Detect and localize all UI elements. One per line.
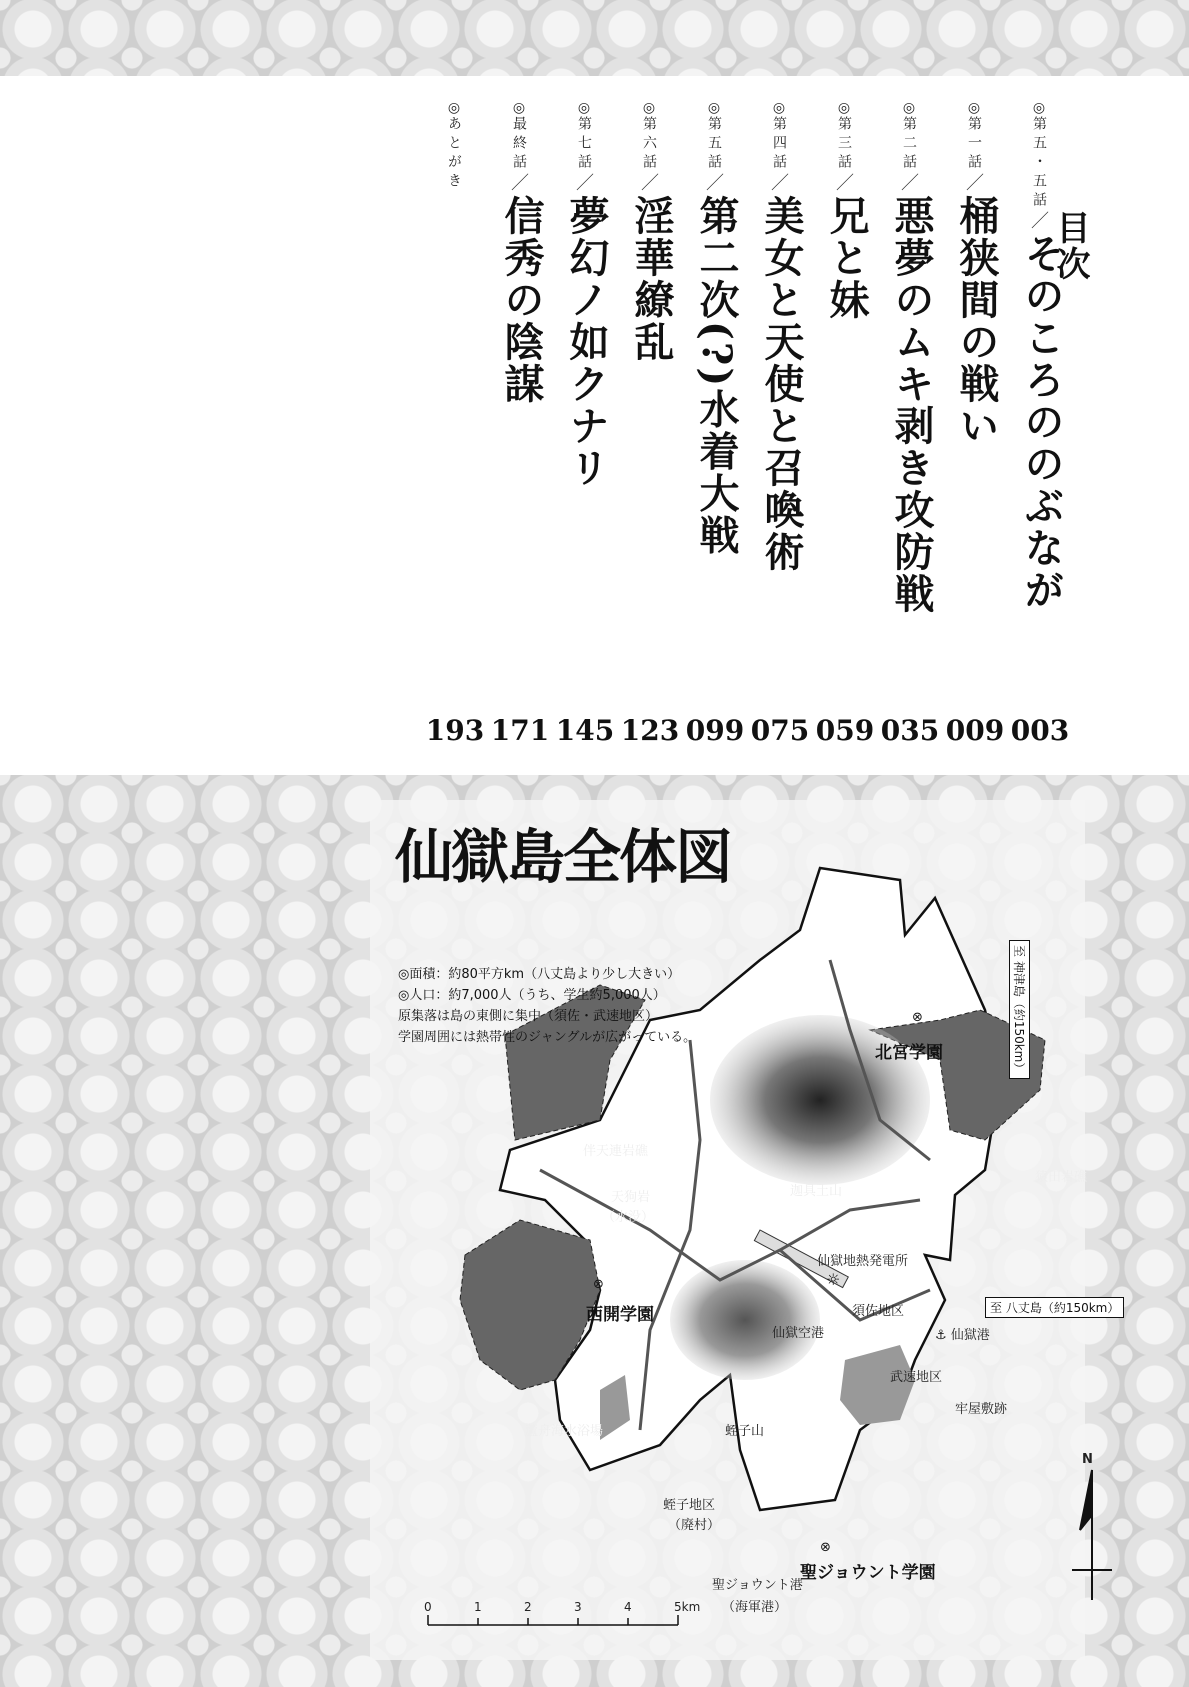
chapter-number: ◎ 第三話 <box>836 100 854 173</box>
school-icon: ⊗ <box>912 1010 923 1025</box>
chapter-title: 美女と天使と召喚術 <box>758 195 805 573</box>
chapter-title: 悪夢のムキ剥き攻防戦 <box>888 195 935 615</box>
chapter-title: 兄と妹 <box>823 195 870 321</box>
chapter-number: ◎ 第四話 <box>771 100 789 173</box>
school-icon: ⊗ <box>820 1540 831 1555</box>
label-saikai: 西開学園 <box>586 1305 654 1325</box>
label-st-port-note: （海軍港） <box>722 1600 788 1615</box>
label-st-port: 聖ジョウント港 <box>712 1578 803 1593</box>
label-saruta: 猿田岩礁 <box>1035 1170 1088 1185</box>
label-hiruko-note: （廃村） <box>668 1518 721 1533</box>
chapter-number: ◎ 第二話 <box>901 100 919 173</box>
map-title: 仙獄島全体図 <box>395 823 732 891</box>
label-hiruko-mt: 蛭子山 <box>725 1424 765 1439</box>
to-hachijo-arrow: 至 八丈島（約150km） <box>985 1297 1124 1318</box>
separator: ／ <box>576 173 594 194</box>
chapter-number: ◎ あとがき <box>446 100 464 192</box>
chapter-number: ◎ 第七話 <box>576 100 594 173</box>
page-number: 003 <box>1010 714 1070 747</box>
chapter-number: ◎ 最終話 <box>511 100 529 173</box>
chapter-title: 信秀の陰謀 <box>498 195 545 405</box>
page-number: 099 <box>685 714 745 747</box>
scale-tick-label: 3 <box>574 1600 582 1614</box>
school-icon: ⊗ <box>593 1277 604 1292</box>
label-hiruko-dist: 蛭子地区 <box>663 1498 716 1513</box>
chapter-number: ◎ 第五話 <box>706 100 724 173</box>
page-number: 075 <box>750 714 810 747</box>
page-number: 123 <box>620 714 680 747</box>
mountain-hiruko <box>670 1260 820 1380</box>
to-kozu-arrow: 至 神津島（約150km） <box>1009 940 1030 1079</box>
page-number: 193 <box>425 714 485 747</box>
info-settlement: 原集落は島の東側に集中（須佐・武速地区） <box>398 1009 659 1024</box>
chapter-number: ◎ 第五・五話 <box>1031 100 1049 211</box>
label-rouyashiki: 牢屋敷跡 <box>955 1402 1008 1417</box>
label-kagutsuchi: 迦具土山 <box>790 1184 843 1199</box>
info-jungle: 学園周囲には熱帯性のジャングルが広がっている。 <box>398 1030 697 1045</box>
chapter-number: ◎ 第一話 <box>966 100 984 173</box>
label-bateren: 伴天連岩礁 <box>583 1144 649 1159</box>
page-number: 145 <box>555 714 615 747</box>
chapter-title: 夢幻ノ如クナリ <box>563 195 610 489</box>
chapter-number: ◎ 第六話 <box>641 100 659 173</box>
scale-tick-label: 0 <box>424 1600 432 1614</box>
info-population: ◎人口：約7,000人（うち、学生約5,000人） <box>398 988 666 1003</box>
toc-heading: 目次 <box>1050 210 1090 282</box>
separator: ／ <box>706 173 724 194</box>
page-number: 035 <box>880 714 940 747</box>
scale-tick-label: 5km <box>674 1600 701 1614</box>
separator: ／ <box>901 173 919 194</box>
label-port: ⚓ 仙獄港 <box>935 1328 990 1343</box>
label-st-jount: 聖ジョウント学園 <box>800 1563 936 1583</box>
separator: ／ <box>771 173 789 194</box>
scale-bar <box>428 1615 678 1625</box>
label-tenguiwa-note: （水没） <box>602 1210 655 1225</box>
chapter-title: 第二次(?)水着大戦 <box>693 195 740 557</box>
chapter-title: 桶狭間の戦い <box>953 195 1000 447</box>
scale-tick-label: 4 <box>624 1600 632 1614</box>
chapter-title: そのころののぶなが <box>1018 233 1065 611</box>
page-number: 171 <box>490 714 550 747</box>
label-tenguiwa: 天狗岩 <box>611 1190 651 1205</box>
page-number: 009 <box>945 714 1005 747</box>
north-arrow <box>1072 1470 1112 1600</box>
label-susa: 須佐地区 <box>852 1304 905 1319</box>
label-takehaya: 武速地区 <box>890 1370 943 1385</box>
separator: ／ <box>511 173 529 194</box>
label-geothermal: 仙獄地熱発電所 <box>817 1254 909 1269</box>
label-beach: 蘆舟海水浴場 <box>525 1424 604 1439</box>
scale-tick-label: 2 <box>524 1600 532 1614</box>
page-number: 059 <box>815 714 875 747</box>
separator: ／ <box>641 173 659 194</box>
scale-tick-label: 1 <box>474 1600 482 1614</box>
chapter-title: 淫華繚乱 <box>628 195 675 363</box>
separator: ／ <box>966 173 984 194</box>
separator: ／ <box>836 173 854 194</box>
label-kitamiya: 北宮学園 <box>875 1043 943 1063</box>
separator: ／ <box>1031 211 1049 232</box>
north-label: N <box>1082 1452 1093 1467</box>
power-plant-icon: ☼ <box>826 1270 841 1289</box>
label-airport: 仙獄空港 <box>772 1326 825 1341</box>
info-area: ◎面積：約80平方km（八丈島より少し大きい） <box>398 967 681 982</box>
